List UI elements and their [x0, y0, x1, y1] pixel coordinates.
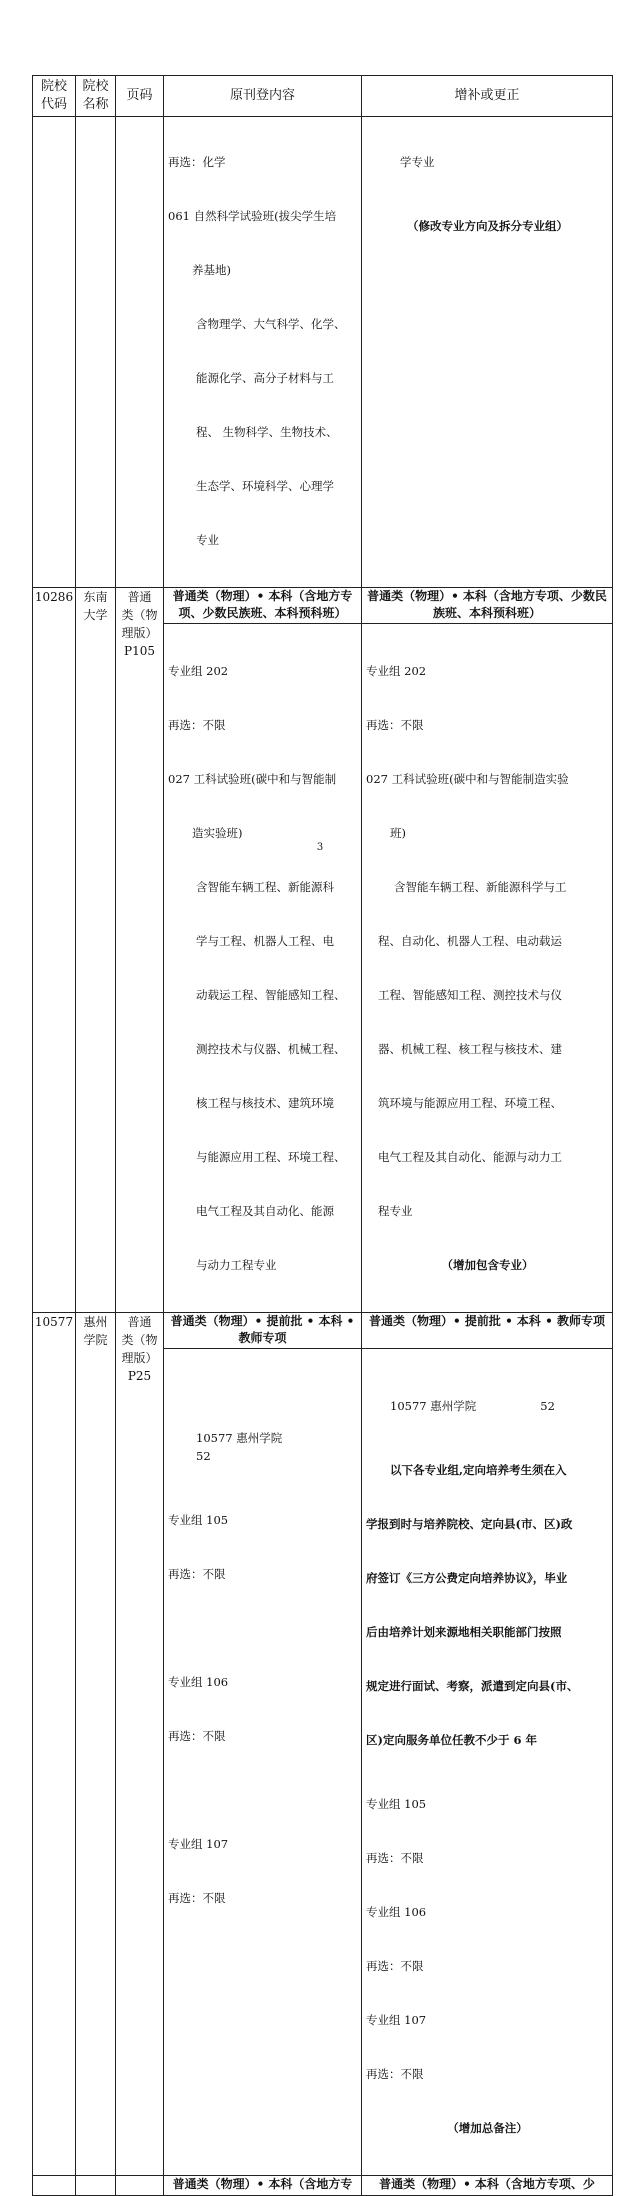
- table-row: [33, 588, 613, 624]
- text-line: 027 工科试验班(碳中和与智能制造实验: [366, 772, 569, 786]
- text-line: 程专业: [378, 1204, 413, 1218]
- text-line: 程、自动化、机器人工程、电动载运: [378, 934, 562, 948]
- header-page: 页码: [116, 76, 164, 117]
- text-line: 以下各专业组,定向培养考生须在入: [390, 1463, 567, 1477]
- category-correction: 普通类（物理）• 本科（含地方专项、少: [362, 2176, 613, 2196]
- text-line: 再选：不限: [168, 1567, 226, 1581]
- text-line: 专业组 202: [366, 664, 427, 678]
- text-line: 府签订《三方公费定向培养协议》，毕业: [366, 1571, 568, 1585]
- category-original: 普通类（物理）• 本科（含地方专项、少数民族班、本科预科班）: [164, 588, 362, 624]
- category-correction: 普通类（物理）• 提前批 • 本科 • 教师专项: [362, 1313, 613, 1349]
- cell-name-empty: [76, 2176, 116, 2196]
- header-school-code: 院校 代码: [33, 76, 76, 117]
- text-line: 专业组 106: [168, 1675, 229, 1689]
- category-original: 普通类（物理）• 本科（含地方专: [164, 2176, 362, 2196]
- text-line: 含物理学、大气科学、化学、: [196, 317, 346, 331]
- cell-code-empty: [33, 2176, 76, 2196]
- errata-table: [32, 75, 613, 2196]
- text-line: 再选：不限: [168, 1729, 226, 1743]
- table-row: [33, 117, 613, 588]
- text-line: 工程、智能感知工程、测控技术与仪: [378, 988, 562, 1002]
- text-line: 电气工程及其自动化、能源与动力工: [378, 1150, 562, 1164]
- text-line: 再选：不限: [366, 1959, 424, 1973]
- cell-correction: [362, 624, 613, 1313]
- text-line: 含智能车辆工程、新能源科: [196, 880, 334, 894]
- text-line: 程、 生物科学、生物技术、: [196, 425, 338, 439]
- text-line: 规定进行面试、考察，派遣到定向县(市、: [366, 1679, 579, 1693]
- school-name-text: 10577 惠州学院: [196, 1431, 283, 1445]
- plan-count: 52: [196, 1449, 211, 1463]
- text-line: 能源化学、高分子材料与工: [196, 371, 334, 385]
- text-line: 与动力工程专业: [196, 1258, 277, 1272]
- cell-correction: [362, 117, 613, 588]
- text-line: 筑环境与能源应用工程、环境工程、: [378, 1096, 562, 1110]
- cell-page-ref: 普通 类（物 理版） P105: [116, 588, 164, 1313]
- text-line: 再选：不限: [168, 1891, 226, 1905]
- text-line: 含智能车辆工程、新能源科学与工: [394, 880, 567, 894]
- cell-page-empty: [116, 2176, 164, 2196]
- school-heading: [168, 1429, 358, 1465]
- cell-original: [164, 624, 362, 1313]
- text-line: 再选：化学: [168, 155, 226, 169]
- correction-note: （增加总备注）: [447, 2121, 528, 2135]
- text-line: 养基地): [192, 263, 231, 277]
- text-line: 再选：不限: [366, 2067, 424, 2081]
- text-line: 班): [390, 826, 406, 840]
- header-original: 原刊登内容: [164, 76, 362, 117]
- cell-page-ref: 普通 类（物 理版） P25: [116, 1313, 164, 2176]
- table-row: [33, 1313, 613, 1349]
- text-line: 专业组 202: [168, 664, 229, 678]
- text-line: 专业组 107: [168, 1837, 229, 1851]
- cell-code-empty: [33, 117, 76, 588]
- cell-correction: [362, 1349, 613, 2176]
- header-school-name: 院校 名称: [76, 76, 116, 117]
- text-line: 027 工科试验班(碳中和与智能制: [168, 772, 337, 786]
- cell-school-code: 10286: [33, 588, 76, 1313]
- table-row: [33, 2176, 613, 2196]
- table-header-row: [33, 76, 613, 117]
- text-line: 061 自然科学试验班(拔尖学生培: [168, 209, 337, 223]
- text-line: 电气工程及其自动化、能源: [196, 1204, 334, 1218]
- text-line: [168, 1619, 358, 1637]
- correction-note: （修改专业方向及拆分专业组）: [407, 219, 568, 233]
- text-line: 专业组 106: [366, 1905, 427, 1919]
- text-line: 器、机械工程、核工程与核技术、建: [378, 1042, 562, 1056]
- text-line: 学与工程、机器人工程、电: [196, 934, 334, 948]
- text-line: [168, 1781, 358, 1799]
- text-line: 专业组 105: [168, 1513, 229, 1527]
- cell-original: [164, 1349, 362, 2176]
- category-correction: 普通类（物理）• 本科（含地方专项、少数民族班、本科预科班）: [362, 588, 613, 624]
- school-heading: [366, 1397, 609, 1415]
- text-line: 专业组 107: [366, 2013, 427, 2027]
- header-correction: 增补或更正: [362, 76, 613, 117]
- text-line: 学专业: [400, 155, 435, 169]
- text-line: 生态学、环境科学、心理学: [196, 479, 334, 493]
- text-line: 学报到时与培养院校、定向县(市、区)政: [366, 1517, 573, 1531]
- text-line: 再选：不限: [366, 1851, 424, 1865]
- text-line: 与能源应用工程、环境工程、: [196, 1150, 346, 1164]
- plan-count: 52: [540, 1399, 555, 1413]
- text-line: 专业: [196, 533, 219, 547]
- text-line: 再选：不限: [168, 718, 226, 732]
- text-line: 测控技术与仪器、机械工程、: [196, 1042, 346, 1056]
- cell-page-empty: [116, 117, 164, 588]
- text-line: 区)定向服务单位任教不少于 6 年: [366, 1733, 537, 1747]
- cell-school-name: 东南 大学: [76, 588, 116, 1313]
- school-name-text: 10577 惠州学院: [390, 1399, 477, 1413]
- text-line: 核工程与核技术、建筑环境: [196, 1096, 334, 1110]
- cell-school-name: 惠州 学院: [76, 1313, 116, 2176]
- text-line: 动载运工程、智能感知工程、: [196, 988, 346, 1002]
- text-line: 造实验班): [192, 826, 243, 840]
- cell-original: [164, 117, 362, 588]
- cell-school-code: 10577: [33, 1313, 76, 2176]
- text-line: 再选：不限: [366, 718, 424, 732]
- text-line: 后由培养计划来源地相关职能部门按照: [366, 1625, 562, 1639]
- cell-name-empty: [76, 117, 116, 588]
- category-original: 普通类（物理）• 提前批 • 本科 • 教师专项: [164, 1313, 362, 1349]
- page-number: 3: [316, 842, 324, 853]
- text-line: 专业组 105: [366, 1797, 427, 1811]
- correction-note: （增加包含专业）: [441, 1258, 534, 1272]
